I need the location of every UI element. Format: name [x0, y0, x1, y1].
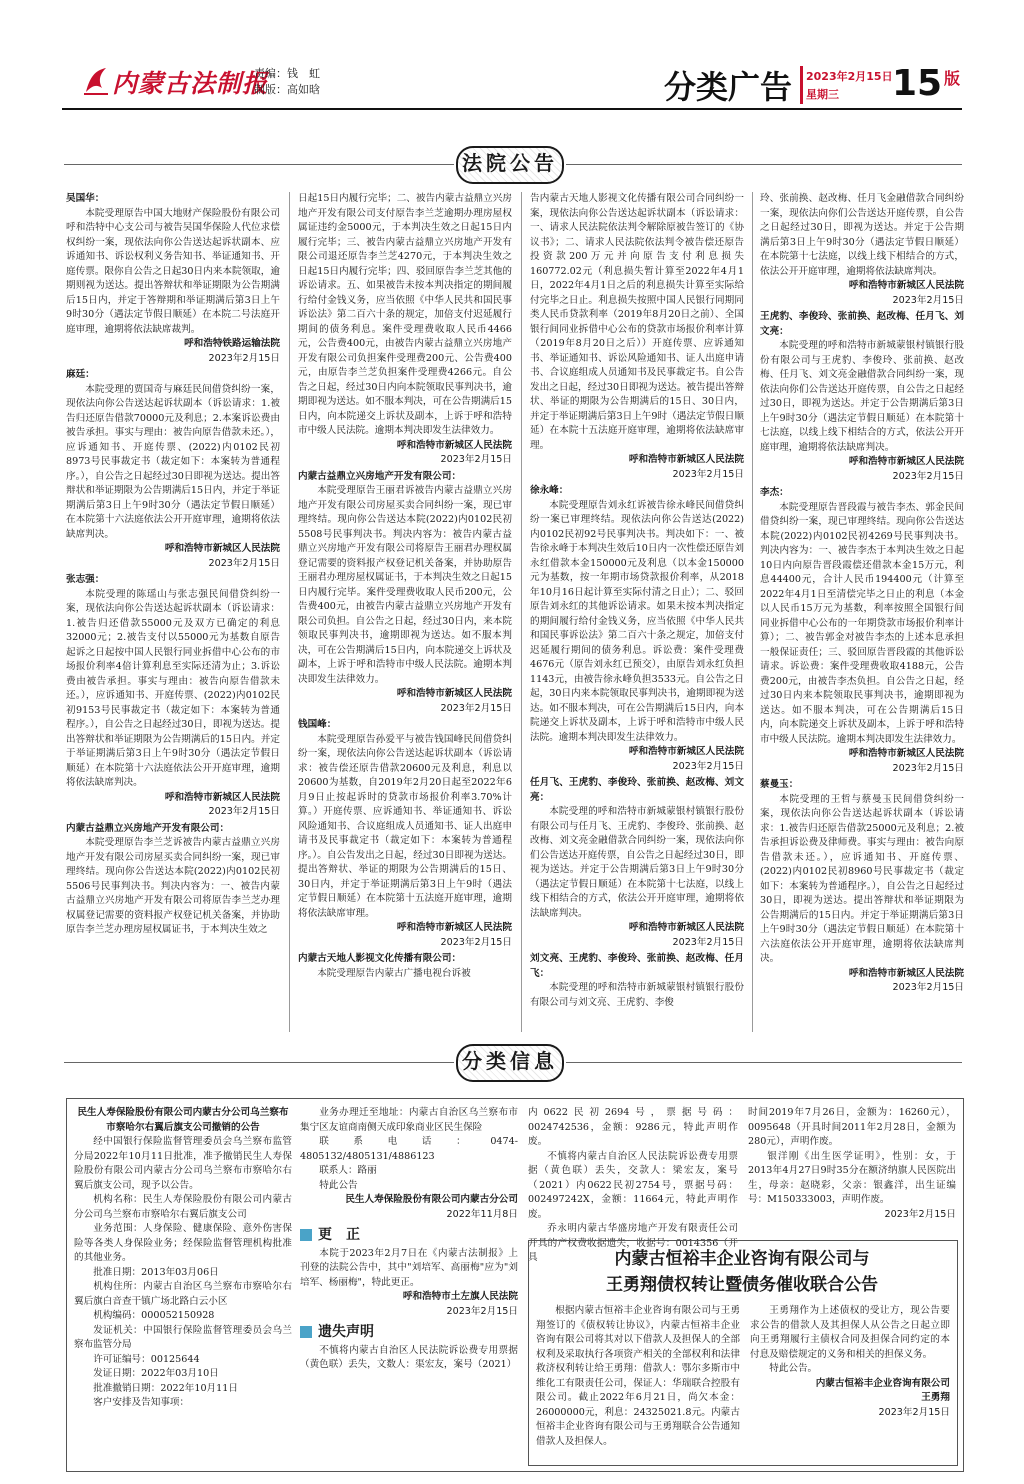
column-3: [530, 192, 744, 1032]
classified-column-d: [748, 1106, 956, 1238]
notice-body: 本院受理原告内蒙古广播电视台诉被: [317, 967, 471, 979]
insurance-field: 业务范围：人身保险、健康保险、意外伤害保险等各类人身保险业务；经保险监督管理机构批准的其他业务。: [74, 1223, 292, 1263]
banner-rule-right: [566, 1062, 962, 1063]
classified-column-c: [528, 1106, 738, 1263]
issue-weekday: 星期三: [806, 88, 839, 101]
lost-notice-body: 时间2019年7月26日，金额为：16260元），0095648（开具时间2011年2月28日，金额为280元），声明作废。: [748, 1107, 956, 1147]
notice-body: 玲、张前换、赵改梅、任月飞金融借款合同纠纷一案，现依法向你们公告送达开庭传票，自公告之日起经过30日，即视为送达。并定于公告期满后第3日上午9时30分（遇法定节假日顺延）在本院第十七法庭，以线上线下相结合的方式，依法公开开庭审理，逾期将依法缺席判决。: [760, 193, 964, 277]
lost-notice-body: 乔永明内蒙古华盛房地产开发有限责任公司开具的产权费收据遗失，收据号：0014356（开具: [528, 1223, 738, 1263]
notice-court: 呼和浩特市新城区人民法院: [164, 791, 280, 803]
classified-column-b: [300, 1106, 518, 1466]
correction-heading-text: 更 正: [318, 1227, 360, 1243]
correction-date: 2023年2月15日: [446, 1305, 518, 1317]
notice-court: 呼和浩特市新城区人民法院: [628, 454, 744, 465]
insurance-field: 批准日期：2013年03月06日: [93, 1266, 219, 1278]
notice-addressee: 吴国华：: [66, 193, 105, 204]
notice-date: 2023年2月15日: [892, 762, 964, 774]
notice-date: 2023年2月15日: [672, 760, 744, 772]
joint-notice-title-line-2: 王勇翔债权转让暨债务催收联合公告: [606, 1275, 878, 1295]
joint-notice-title-line-1: 内蒙古恒裕丰企业咨询有限公司与: [614, 1249, 870, 1269]
insurance-field: 机构编码：000052150928: [93, 1310, 215, 1321]
insurance-field: 批准撤销日期：2022年10月11日: [93, 1382, 238, 1394]
joint-notice-signature-company: 内蒙古恒裕丰企业咨询有限公司: [815, 1377, 950, 1389]
notice-body: 本院受理的呼和浩特市新城蒙银村镇银行股份有限公司与王虎豹、李俊玲、张前换、赵改梅、任月飞、刘文亮金融借款合同纠纷一案，现依法向你们公告送达开庭传票，自公告之日起经过30日，即视为送达。并定于公告期满后第3日上午9时30分（遇法定节假日顺延）在本院第十七法庭，以线上线下相结合的方式，依法公开开庭审理，逾期将依法缺席判决。: [760, 340, 964, 453]
joint-notice-body: 王勇翔作为上述债权的受让方，现公告要求公告的借款人及其担保人从公告之日起立即向王勇翔履行主债权合同及担保合同约定的本付息及赔偿规定的义务和相关的担保义务。: [750, 1305, 950, 1360]
notice-date: 2023年2月15日: [892, 294, 964, 306]
notice-addressee: 蔡曼玉：: [760, 779, 799, 790]
issue-date: 2023年2月15日: [806, 70, 893, 83]
notice-body: 本院受理原告中国大地财产保险股份有限公司呼和浩特中心支公司与被告吴国华保险人代位求偿权纠纷一案，现依法向你公告送达起诉状副本、应诉通知书、诉讼权利义务告知书、举证通知书、开庭传票。限你自公告之日起30日内来本院领取，逾期则视为送达。提出答辩状和举证期限为公告期满后15日内，并定于答辩期和举证期满后第3日上午9时30分（遇法定节假日顺延）在本院二号法庭开庭审理，逾期将依法缺席裁判。: [66, 207, 280, 335]
notice-addressee: 张志强：: [66, 574, 105, 585]
notice-date: 2023年2月15日: [208, 352, 280, 364]
notice-court: 呼和浩特市新城区人民法院: [396, 688, 512, 699]
insurance-field: 联系电话：0474-4805132/4805131/4886123: [300, 1136, 518, 1162]
joint-notice-body: 根据内蒙古恒裕丰企业咨询有限公司与王勇翔签订的《债权转让协议》，内蒙古恒裕丰企业咨询有限公司将其对以下借款人及担保人的全部权利及采取执行各项资产相关的全部权利和法律救济权利转让给王勇翔：借款人：鄂尔多斯市中维化工有限责任公司，保证人：华瑞联合控股有限公司。截止2022年6月21日，尚欠本金：26000000元，利息：24325021.8元。内蒙古恒裕丰企业咨询有限公司与王勇翔联合公告通知借款人及担保人。: [536, 1305, 740, 1447]
editor-credits: [254, 66, 320, 98]
notice-court: 呼和浩特市新城区人民法院: [628, 746, 744, 757]
masthead: [0, 0, 1024, 120]
lost-notice-body: 银洋刚《出生医学证明》，性别：女，于2013年4月27日9时35分在额济纳旗人民医院出生，母亲：赵晓彩，父亲：银鑫洋，出生证编号：M150333003，声明作废。: [748, 1150, 956, 1205]
notice-body: 日起15日内履行完毕；二、被告内蒙古益鼎立兴房地产开发有限公司支付原告李兰芝逾期办理房屋权属证违约金5000元，于本判决生效之日起15日内履行完毕；三、被告内蒙古益鼎立兴房地产开发有限公司退还原告李兰芝4270元，于本判决生效之日起15日内履行完毕；四、驳回原告李兰芝其他的诉讼请求。五、如果被告未按本判决指定的期间履行给付金钱义务，应当依照《中华人民共和国民事诉讼法》第二百六十条的规定，加倍支付迟延履行期间的债务利息。案件受理费收取人民币4466元，公告费400元，由被告内蒙古益鼎立兴房地产开发有限公司负担案件受理费200元、公告费400元，由原告李兰芝负担案件受理费4266元。自公告之日起，经过30日内向本院领取民事判决书，逾期即视为送达。如不服本判决，可在公告期满后15日内，向本院递交上诉状及副本，上诉于呼和浩特市中级人民法院。逾期本判决即发生法律效力。: [298, 193, 512, 436]
newspaper-logo-icon: [82, 66, 110, 96]
insurance-notice: [74, 1106, 292, 1466]
notice-addressee: 李杰：: [760, 487, 789, 498]
insurance-field: 联系人：路丽: [319, 1165, 377, 1176]
correction-body: 本院于2023年2月7日在《内蒙古法制报》上刊登的法院公告中，其中"刘培军、高丽梅"应为"刘培军、杨丽梅"，特此更正。: [300, 1247, 518, 1288]
insurance-field: 特此公告: [319, 1179, 358, 1191]
notice-court: 呼和浩特市新城区人民法院: [396, 439, 512, 451]
lost-notice-date: 2023年2月15日: [884, 1208, 956, 1220]
banner-rule-right: [566, 164, 962, 165]
notice-body: 本院受理原告李兰芝诉被告内蒙古益鼎立兴房地产开发有限公司房屋买卖合同纠纷一案，现已审理终结。现向你公告送达本院(2022)内0102民初5506号民事判决书。判决内容为：一、被告内蒙古益鼎立兴房地产开发有限公司将原告李兰芝办理权属登记需要的资料报产权登记机关备案，并协助原告李兰芝办理房屋权属证书，于本判决生效之: [66, 837, 280, 935]
joint-notice-signature-person: 王勇翔: [921, 1392, 950, 1403]
heading-marker-icon: [300, 1229, 312, 1241]
notice-addressee: 麻廷：: [66, 369, 95, 380]
joint-notice-date: 2023年2月15日: [878, 1406, 950, 1418]
heading-marker-icon: [300, 1326, 312, 1338]
notice-addressee: 徐永峰：: [530, 485, 569, 496]
notice-date: 2023年2月15日: [440, 936, 512, 948]
notice-court: 呼和浩特市新城区人民法院: [164, 543, 280, 554]
page-suffix: 版: [944, 69, 961, 88]
notice-body: 本院受理原告孙爱平与被告钱国峰民间借贷纠纷一案，现依法向你公告送达起诉状副本（诉讼请求：被告偿还原告借款20600元及利息，利息以20600为基数，自2019年2月20日起至2022年6月9日止按起诉时的贷款市场报价利率3.70%计算。）开庭传票、应诉通知书、举证通知书、诉讼风险通知书、合议庭组成人员通知书、证人出庭申请书及民事裁定书（裁定如下：本案转为普通程序。）。自公告发出之日起，经过30日即视为送达。提出答辩状、举证的期限为公告期满后的15日、30日内，并定于举证期满后第3日上午9时（遇法定节假日顺延）在本院第十五法庭开庭审理，逾期将依法缺席审理。: [298, 733, 512, 919]
notice-date: 2023年2月15日: [892, 470, 964, 482]
notice-court: 呼和浩特市新城区人民法院: [848, 456, 964, 467]
joint-notice-title: [532, 1246, 952, 1298]
lost-notice-body: 不慎将内蒙古自治区人民法院诉讼费专用票据（黄色联）丢失，交款人：梁宏友，案号（2021）内0622民初2754号，票据号码：002497242X，金额：11664元，特此声明作废。: [528, 1150, 738, 1220]
joint-notice-closing: 特此公告。: [769, 1363, 818, 1374]
notice-addressee: 内蒙古益鼎立兴房地产开发有限公司：: [298, 470, 462, 482]
insurance-field: 发证机关：中国银行保险监督管理委员会乌兰察布监管分局: [74, 1324, 292, 1350]
banner-rule-left: [64, 1062, 454, 1063]
newspaper-logo: 内蒙古法制报: [112, 69, 269, 98]
notice-date: 2023年2月15日: [440, 454, 512, 465]
page-number: 15: [892, 63, 943, 104]
notice-court: 呼和浩特市新城区人民法院: [848, 280, 964, 291]
notice-date: 2023年2月15日: [672, 468, 744, 480]
notice-addressee: 刘文亮、王虎豹、李俊玲、张前换、赵改梅、任月飞：: [530, 953, 744, 979]
notice-body: 本院受理的呼和浩特市新城蒙银村镇银行股份有限公司与任月飞、王虎豹、李俊玲、张前换、赵改梅、刘文亮金融借款合同纠纷一案，现依法向你们公告送达开庭传票，自公告之日起经过30日，即视为送达。并定于公告期满后第3日上午9时30分（遇法定节假日顺延）在本院第十七法庭，以线上线下相结合的方式，依法公开开庭审理，逾期将依法缺席判决。: [530, 806, 744, 919]
masthead-rule: [62, 108, 962, 110]
section-title: 分类广告: [664, 68, 793, 106]
notice-body: 本院受理的贾国奇与麻廷民间借贷纠纷一案，现依法向你公告送达起诉状副本（诉讼请求：1.被告归还原告借款70000元及利息；2.本案诉讼费由被告承担。事实与理由：被告向原告借款未还。），应诉通知书、开庭传票、(2022)内0102民初8973号民事裁定书（裁定如下：本案转为普通程序。），自公告之日起经过30日即视为送达。提出答辩状和举证期限为公告期满后15日内，并定于举证期满后第3日上午9时30分（遇法定节假日顺延）在本院第十六法庭依法公开开庭审理，逾期将依法缺席判决。: [66, 383, 280, 540]
joint-notice-body-left: [536, 1304, 740, 1460]
banner-rule-left: [64, 164, 454, 165]
notice-date: 2023年2月15日: [208, 557, 280, 569]
insurance-notice-body: 经中国银行保险监督管理委员会乌兰察布监管分局2022年10月11日批准，准予撤销民生人寿保险股份有限公司内蒙古分公司乌兰察布市察哈尔右翼后旗支公司，现予以公告。: [74, 1136, 292, 1191]
notice-date: 2023年2月15日: [208, 806, 280, 817]
notice-court: 呼和浩特市新城区人民法院: [848, 748, 964, 759]
insurance-field: 机构名称：民生人寿保险股份有限公司内蒙古分公司乌兰察布市察哈尔右翼后旗支公司: [74, 1194, 292, 1220]
notice-addressee: 任月飞、王虎豹、李俊玲、张前换、赵改梅、刘文亮：: [530, 777, 744, 803]
notice-addressee: 内蒙古益鼎立兴房地产开发有限公司：: [66, 822, 230, 834]
notice-body: 本院受理原告刘永红诉被告徐永峰民间借贷纠纷一案已审理终结。现依法向你公告送达(2022)内0102民初92号民事判决书。判决如下：一、被告徐永峰于本判决生效后10日内一次性偿还原告刘永红借款本金150000元及利息（以本金150000元为基数，按一年期市场贷款报价利率，从2018年10月16日起计算至实际付清之日止）；二、驳回原告刘永红的其他诉讼请求。如果未按本判决指定的期间履行给付金钱义务，应当依照《中华人民共和国民事诉讼法》第二百六十条之规定，加倍支付迟延履行期间的债务利息。诉讼费：案件受理费4676元（原告刘永红已预交），由原告刘永红负担1143元，由被告徐永峰负担3533元。自公告之日起，30日内来本院领取民事判决书，逾期即视为送达。如不服本判决，可在公告期满后15日内，向本院递交上诉状及副本，上诉于呼和浩特市中级人民法院。逾期本判决即发生法律效力。: [530, 499, 744, 743]
column-4: [760, 192, 964, 1032]
notice-body: 本院受理的呼和浩特市新城蒙银村镇银行股份有限公司与刘文亮、王虎豹、李俊: [530, 982, 744, 1008]
insurance-notice-body: 业务办理迁至地址：内蒙古自治区乌兰察布市集宁区友谊商南侧天成印象商业区民生保险: [300, 1107, 518, 1133]
column-2: [298, 192, 512, 1032]
notice-body: 本院受理的陈瑶山与张志强民间借贷纠纷一案，现依法向你公告送达起诉状副本（诉讼请求：1.被告归还借款55000元及双方已确定的利息32000元；2.被告支付以55000元为基数自原告起诉之日起按中国人民银行同业拆借中心公布的市场报价利率4倍计算利息至实际还清为止；3.诉讼费由被告承担。事实与理由：被告向原告借款未还。），应诉通知书、开庭传票、(2022)内0102民初9153号民事裁定书（裁定如下：本案转为普通程序。），自公告之日起经过30日，即视为送达。提出答辩状和举证期限为公告期满后的15日内。并定于举证期满后第3日上午9时30分（遇法定节假日顺延）在本院第十六法庭依法公开开庭审理，逾期将依法缺席判决。: [66, 588, 280, 788]
notice-addressee: 钱国峰：: [298, 719, 337, 730]
insurance-notice-title: 民生人寿保险股份有限公司内蒙古分公司乌兰察布市察哈尔右翼后旗支公司撤销的公告: [77, 1107, 289, 1133]
lost-notice-body: 不慎将内蒙古自治区人民法院诉讼费专用票据（黄色联）丢失，文数人：渠宏友，案号（2021）: [300, 1344, 518, 1370]
notice-court: 呼和浩特铁路运输法院: [184, 338, 280, 349]
column-divider: [289, 192, 290, 1032]
notice-addressee: 王虎豹、李俊玲、张前换、赵改梅、任月飞、刘文亮：: [760, 311, 964, 337]
notice-body: 本院受理原告王丽君诉被告内蒙古益鼎立兴房地产开发有限公司房屋买卖合同纠纷一案，现已审理终结。现向你公告送达本院(2022)内0102民初5508号民事判决书。判决内容为：被告内蒙古益鼎立兴房地产开发有限公司将原告王丽君办理权属登记需要的资料报产权登记机关备案，并协助原告王丽君办理房屋权属证书，于本判决生效之日起15日内履行完毕。案件受理费收取人民币200元，公告费400元，由被告内蒙古益鼎立兴房地产开发有限公司负担。自公告之日起，经过30日内，来本院领取民事判决书，逾期即视为送达。如不服本判决，可在公告期满后15日内，向本院递交上诉状及副本，上诉于呼和浩特市中级人民法院。逾期本判决即发生法律效力。: [298, 485, 512, 685]
joint-notice-body-right: [750, 1304, 950, 1460]
column-1: [66, 192, 280, 1032]
notice-addressee: 内蒙古天地人影视文化传播有限公司：: [298, 953, 462, 964]
notice-court: 呼和浩特市新城区人民法院: [396, 922, 512, 933]
lost-notice-body: 内0622民初2694号，票据号码：0024742536，金额：9286元，特此声明作废。: [528, 1107, 738, 1147]
producer-label: 制版：高如晗: [254, 83, 320, 96]
notice-court: 呼和浩特市新城区人民法院: [628, 922, 744, 933]
insurance-field: 机构住所：内蒙古自治区乌兰察布市察哈尔右翼后旗白音查干镇广场北路白云小区: [74, 1281, 292, 1307]
insurance-field: 发证日期：2022年03月10日: [93, 1368, 219, 1379]
notice-date: 2023年2月15日: [892, 982, 964, 993]
insurance-date: 2022年11月8日: [446, 1208, 518, 1220]
notice-date: 2023年2月15日: [440, 702, 512, 714]
column-divider: [521, 192, 522, 1032]
insurance-signature: 民生人寿保险股份有限公司内蒙古分公司: [345, 1194, 518, 1205]
insurance-field: 许可证编号：00125644: [93, 1353, 200, 1365]
lost-notice-heading-text: 遗失声明: [318, 1324, 374, 1340]
notice-body: 告内蒙古天地人影视文化传播有限公司合同纠纷一案，现依法向你公告送达起诉状副本（诉讼请求：一、请求人民法院依法判令解除原被告签订的《协议书》；二、请求人民法院依法判令被告偿还原告投资款200万元并向原告支付利息损失160772.02元（利息损失暂计算至2022年4月1日，2022年4月1日之后的利息损失计算至实际给付完毕之日止。利息损失按照中国人民银行同期同类人民币贷款利率（2019年8月20日之前）、全国银行间同业拆借中心公布的贷款市场报价利率计算（2019年8月20日之后））开庭传票、应诉通知书、举证通知书、诉讼风险通知书、证人出庭申请书、合议庭组成人员通知书及民事裁定书。自公告发出之日起，经过30日即视为送达。被告提出答辩状、举证的期限为公告期满后的15日、30日内，并定于举证期满后第3日上午9时（遇法定节假日顺延）在本院十五法庭开庭审理，逾期将依法缺席审理。: [530, 193, 744, 451]
correction-heading: [300, 1228, 518, 1243]
notice-date: 2023年2月15日: [672, 936, 744, 948]
notice-court: 呼和浩特市新城区人民法院: [848, 967, 964, 979]
editor-label: 责编：钱 虹: [254, 67, 320, 80]
classified-banner: 分类信息: [456, 1044, 564, 1082]
column-divider: [752, 192, 753, 1032]
notice-body: 本院受理原告晋段霞与被告李杰、郭金民间借贷纠纷一案，现已审理终结。现向你公告送达本院(2022)内0102民初4269号民事判决书。判决内容为：一、被告李杰于本判决生效之日起10日内向原告晋段霞偿还借款本金15万元，利息44400元，合计人民币194400元（计算至2022年4月1日至清偿完毕之日止的利息（本金以人民币15万元为基数，利率按照全国银行间同业拆借中心公布的一年期贷款市场报价利率计算）；二、被告郭金对被告李杰的上述本息承担一般保证责任；三、驳回原告晋段霞的其他诉讼请求。诉讼费：案件受理费收取4188元，公告费200元，由被告李杰负担。自公告之日起，经过30日内来本院领取民事判决书，逾期即视为送达。如不服本判决，可在公告期满后15日内，向本院递交上诉状及副本，上诉于呼和浩特市中级人民法院。逾期本判决即发生法律效力。: [760, 501, 964, 745]
insurance-field: 客户安排及告知事项：: [93, 1397, 190, 1408]
correction-court: 呼和浩特市土左旗人民法院: [402, 1291, 518, 1302]
lost-notice-heading: [300, 1325, 518, 1340]
court-notice-banner: 法院公告: [456, 146, 564, 184]
notice-body: 本院受理的王哲与蔡曼玉民间借贷纠纷一案，现依法向你公告送达起诉状副本（诉讼请求：1.被告归还原告借款25000元及利息；2.被告承担诉讼费及律师费。事实与理由：被告向原告借款未还。），应诉通知书、开庭传票、(2022)内0102民初8960号民事裁定书（裁定如下：本案转为普通程序。），自公告之日起经过30日，即视为送达。提出答辩状和举证期限为公告期满后的15日内。并定于举证期满后第3日上午9时30分（遇法定节假日顺延）在本院第十六法庭依法公开开庭审理，逾期将依法缺席判决。: [760, 793, 964, 964]
